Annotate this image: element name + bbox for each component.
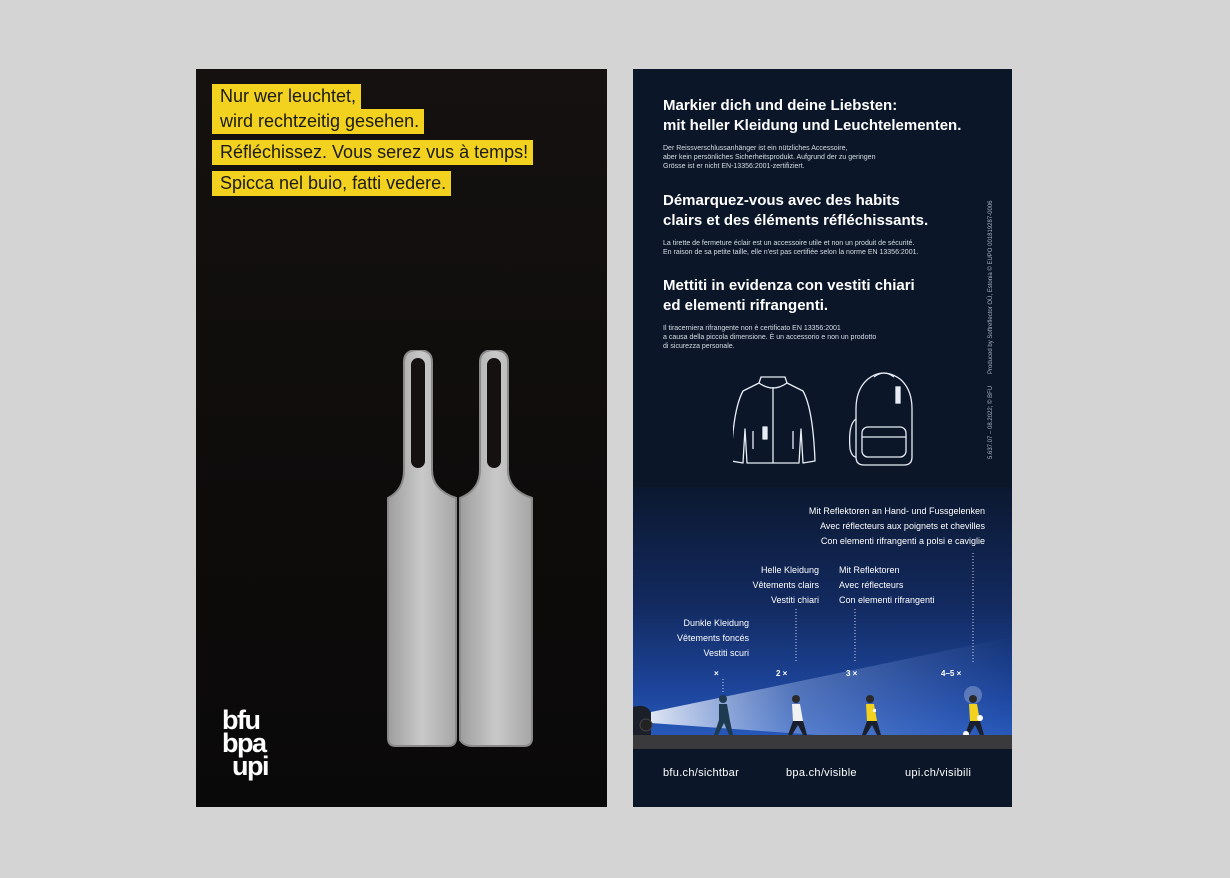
section-de-title: Markier dich und deine Liebsten: mit heller Kleidung und Leuchtelementen. xyxy=(663,97,962,134)
label-light-clothing: Helle Kleidung Vêtements clairs Vestiti chiari xyxy=(752,565,819,605)
multiplier-reflectors: 3 × xyxy=(846,669,858,678)
label-dark-clothing: Dunkle Kleidung Vêtements foncés Vestiti scuri xyxy=(676,618,749,658)
logo-bfu: bfu xyxy=(222,705,260,735)
side-info-produced: Produced by Softreflector OÜ, Estonia © EUPO 001819287-0006 xyxy=(988,200,994,374)
back-card xyxy=(633,69,1012,807)
zipper-tag-right xyxy=(460,350,532,746)
headline-block xyxy=(212,84,533,202)
reflective-zipper-tags xyxy=(386,350,536,750)
section-it-body: Il tiracerniera rifrangente non è certificato EN 13356:2001 a causa della piccola dimensione. È un accessorio e non un prodotto di sicurezza personale. xyxy=(663,325,877,350)
headline-it: Spicca nel buio, fatti vedere. xyxy=(212,171,451,196)
logo-upi: upi xyxy=(232,751,268,781)
side-info xyxy=(988,199,1006,469)
section-it xyxy=(663,276,993,351)
multiplier-full: 4–5 × xyxy=(941,669,962,678)
multiplier-dark: × xyxy=(714,669,719,678)
label-reflectors: Mit Reflektoren Avec réflecteurs Con elementi rifrangenti xyxy=(839,565,935,605)
multiplier-light: 2 × xyxy=(776,669,788,678)
headline-de-line1: Nur wer leuchtet, xyxy=(212,84,361,109)
jacket-icon xyxy=(733,377,815,463)
section-fr-title: Démarquez-vous avec des habits clairs et des éléments réfléchissants. xyxy=(663,192,929,229)
section-fr-body: La tirette de fermeture éclair est un accessoire utile et non un produit de sécurité. En raison de sa petite taille, elle n'est pas certifiée selon la norme EN 13356:2001. xyxy=(663,240,919,256)
visibility-scene xyxy=(633,487,1012,749)
road xyxy=(633,735,1012,749)
section-de-body: Der Reissverschlussanhänger ist ein nützliches Accessoire, aber kein persönliches Sicherheitsprodukt. Aufgrund der zu geringen Grösse ist er nicht EN-13356:2001-zertifiziert. xyxy=(663,145,876,170)
link-bfu[interactable]: bfu.ch/sichtbar xyxy=(663,767,740,779)
side-info-ref: 5.637.07 – 08.2022; © BFU xyxy=(988,385,994,459)
section-de xyxy=(663,96,993,171)
logo-bpa: bpa xyxy=(222,728,266,758)
label-full-reflectors: Mit Reflektoren an Hand- und Fussgelenken Avec réflecteurs aux poignets et chevilles Con elementi rifrangenti a polsi e caviglie xyxy=(808,506,985,546)
zipper-tag-left xyxy=(388,350,456,746)
front-card xyxy=(196,69,607,807)
section-it-title: Mettiti in evidenza con vestiti chiari ed elementi rifrangenti. xyxy=(663,277,915,314)
headline-fr: Réfléchissez. Vous serez vus à temps! xyxy=(212,140,533,165)
link-upi[interactable]: upi.ch/visibili xyxy=(905,767,972,779)
bfu-logo xyxy=(222,705,268,781)
footer-links xyxy=(633,749,1012,807)
backpack-icon xyxy=(850,373,912,465)
section-fr xyxy=(663,191,993,257)
link-bpa[interactable]: bpa.ch/visible xyxy=(786,767,857,779)
headline-de-line2: wird rechtzeitig gesehen. xyxy=(212,109,424,134)
illustrations xyxy=(733,369,923,469)
